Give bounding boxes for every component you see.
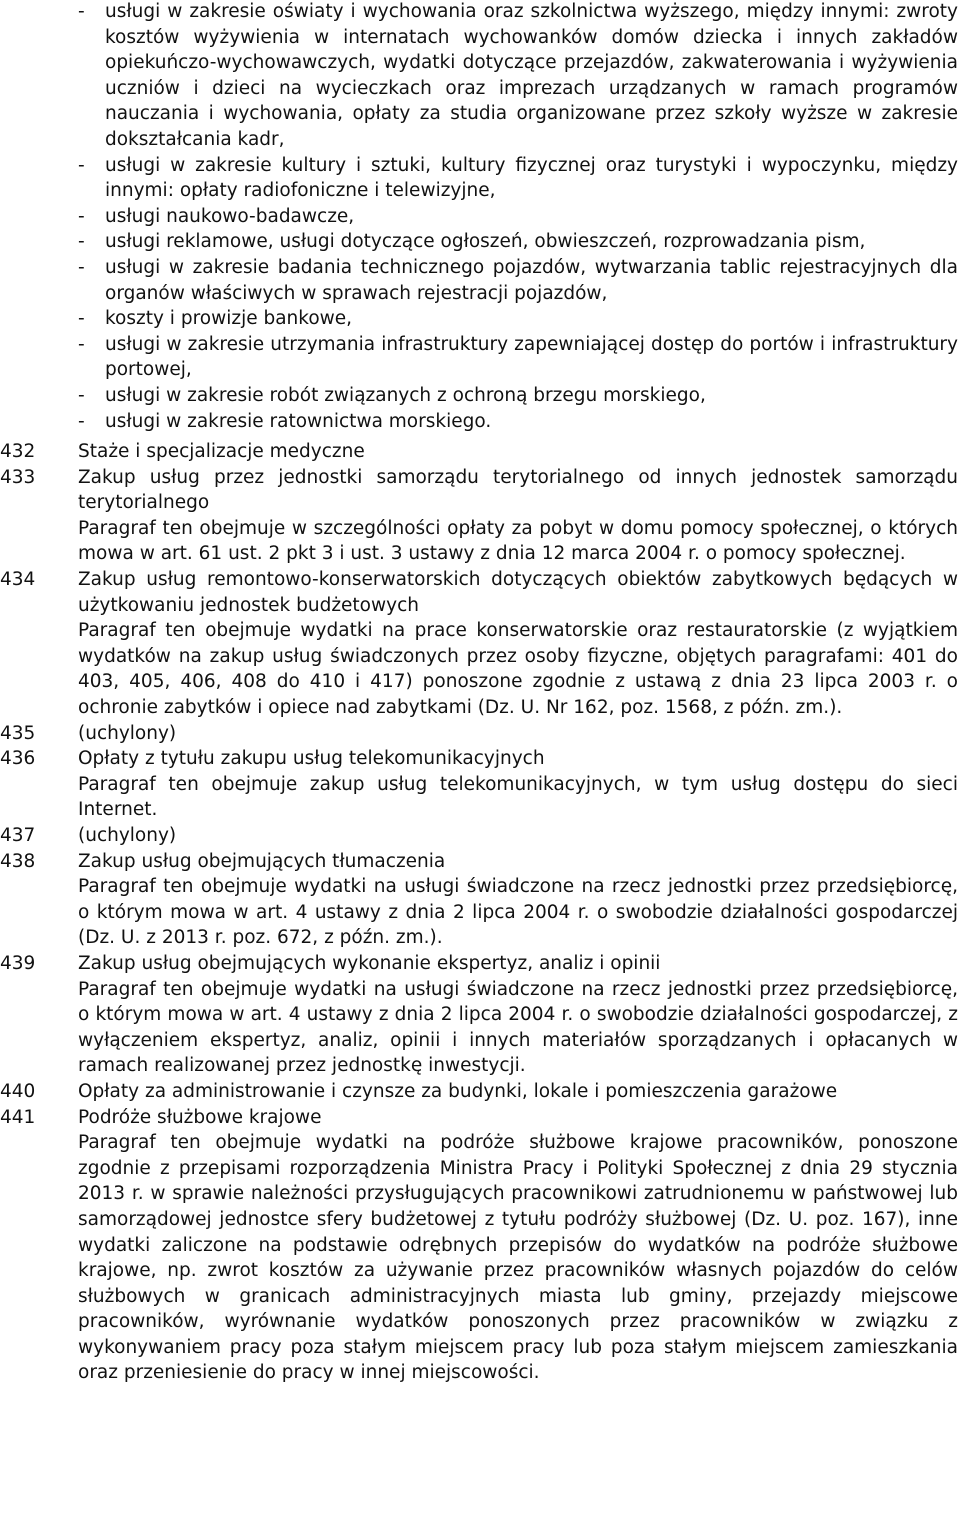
list-item-text: koszty i prowizje bankowe, — [105, 308, 353, 330]
paragraph-entry-435 — [0, 721, 960, 747]
paragraph-entry-439 — [0, 951, 960, 1079]
paragraph-entry-437 — [0, 823, 960, 849]
paragraph-number: 435 — [0, 722, 36, 744]
list-item — [0, 153, 960, 204]
list-item-text: usługi w zakresie utrzymania infrastruktury zapewniającej dostęp do portów i infrastruktury portowej, — [105, 333, 958, 381]
list-item — [0, 0, 960, 153]
bullet-dash: - — [78, 1, 85, 22]
list-item — [0, 204, 960, 230]
paragraph-number: 441 — [0, 1106, 36, 1128]
paragraph-number: 439 — [0, 952, 36, 974]
list-item-text: usługi w zakresie ratownictwa morskiego. — [105, 410, 492, 432]
paragraph-entry-438 — [0, 849, 960, 951]
bullet-dash: - — [78, 205, 85, 227]
list-item — [0, 229, 960, 255]
paragraph-title: Zakup usług przez jednostki samorządu terytorialnego od innych jednostek samorządu terytorialnego — [78, 466, 958, 514]
list-item-text: usługi reklamowe, usługi dotyczące ogłoszeń, obwieszczeń, rozprowadzania pism, — [105, 231, 866, 253]
paragraph-description: Paragraf ten obejmuje wydatki na podróże służbowe krajowe pracowników, ponoszone zgodnie z przepisami rozporządzenia Ministra Pracy i Polityki Społecznej z dnia 29 stycznia 2013 r. w sprawie należności przysługujących pracownikowi zatrudnionemu w państwowej lub samorządowej jednostce sfery budżetowej z tytułu podróży służbowej (Dz. U. poz. 167), inne wydatki zaliczone na podstawie odrębnych przepisów do wydatków na podróże służbowe krajowe, np. zwrot kosztów za używanie przez pracowników własnych pojazdów do celów służbowych w granicach administracyjnych miasta lub gminy, przejazdy miejscowe pracowników, wyrównanie wydatków ponoszonych przez pracowników w związku z wykonywaniem pracy poza stałym miejscem pracy lub poza stałym miejscem zamieszkania oraz przeniesienie do pracy w innej miejscowości. — [78, 1132, 958, 1384]
paragraph-title: (uchylony) — [78, 825, 177, 846]
bullet-dash: - — [78, 308, 85, 330]
list-item-text: usługi naukowo-badawcze, — [105, 205, 355, 227]
paragraph-entry-434 — [0, 567, 960, 721]
paragraph-title: Zakup usług remontowo-konserwatorskich dotyczących obiektów zabytkowych będących w użytkowaniu jednostek budżetowych — [78, 569, 958, 616]
paragraph-description: Paragraf ten obejmuje w szczególności opłaty za pobyt w domu pomocy społecznej, o których mowa w art. 61 ust. 2 pkt 3 i ust. 3 ustawy z dnia 12 marca 2004 r. o pomocy społecznej. — [78, 517, 958, 565]
services-bullet-list — [0, 0, 960, 434]
list-item-text: usługi w zakresie robót związanych z ochroną brzegu morskiego, — [105, 384, 706, 406]
bullet-dash: - — [78, 333, 85, 355]
paragraph-number: 437 — [0, 825, 36, 846]
paragraph-number: 436 — [0, 748, 36, 770]
bullet-dash: - — [78, 231, 85, 253]
paragraph-number: 432 — [0, 441, 36, 463]
bullet-dash: - — [78, 256, 85, 278]
paragraph-entry-436 — [0, 746, 960, 823]
list-item — [0, 409, 960, 435]
paragraph-title: Zakup usług obejmujących wykonanie ekspertyz, analiz i opinii — [78, 952, 661, 974]
paragraph-number: 433 — [0, 466, 36, 488]
paragraph-title: Podróże służbowe krajowe — [78, 1106, 322, 1128]
paragraph-number: 434 — [0, 569, 36, 591]
paragraph-number: 438 — [0, 850, 36, 872]
list-item-text: usługi w zakresie kultury i sztuki, kultury fizycznej oraz turystyki i wypoczynku, między innymi: opłaty radiofoniczne i telewizyjne, — [105, 154, 958, 202]
paragraph-entry-440 — [0, 1079, 960, 1105]
paragraph-title: Zakup usług obejmujących tłumaczenia — [78, 850, 446, 872]
paragraph-description: Paragraf ten obejmuje wydatki na usługi świadczone na rzecz jednostki przez przedsiębiorcę, o którym mowa w art. 4 ustawy z dnia 2 lipca 2004 r. o swobodzie działalności gospodarczej (Dz. U. z 2013 r. poz. 672, z późn. zm.). — [78, 876, 958, 949]
paragraph-entry-441 — [0, 1105, 960, 1387]
list-item — [0, 255, 960, 306]
paragraph-entry-433 — [0, 465, 960, 567]
list-item-text: usługi w zakresie oświaty i wychowania oraz szkolnictwa wyższego, między innymi: zwroty kosztów wyżywienia w internatach wychowanków domów dziecka i innych zakładów opiekuńczo-wychowawczych, wydatki dotyczące przejazdów, zakwaterowania i wyżywienia uczniów i dzieci na wycieczkach oraz imprezach urządzanych w ramach programów nauczania i wychowania, opłaty za studia organizowane przez szkoły wyższe w zakresie dokształcania kadr, — [105, 1, 958, 150]
paragraph-entry-432 — [0, 439, 960, 465]
paragraph-title: Opłaty za administrowanie i czynsze za budynki, lokale i pomieszczenia garażowe — [78, 1080, 838, 1102]
bullet-dash: - — [78, 384, 85, 406]
paragraph-description: Paragraf ten obejmuje wydatki na usługi świadczone na rzecz jednostki przez przedsiębiorcę, o którym mowa w art. 4 ustawy z dnia 2 lipca 2004 r. o swobodzie działalności gospodarczej, z wyłączeniem ekspertyz, analiz, opinii i innych materiałów sporządzanych i opłacanych w ramach realizowanej przez jednostkę inwestycji. — [78, 978, 958, 1077]
list-item — [0, 383, 960, 409]
paragraph-title: Staże i specjalizacje medyczne — [78, 441, 365, 463]
paragraph-title: Opłaty z tytułu zakupu usług telekomunikacyjnych — [78, 748, 545, 770]
bullet-dash: - — [78, 154, 85, 176]
list-item-text: usługi w zakresie badania technicznego pojazdów, wytwarzania tablic rejestracyjnych dla organów właściwych w sprawach rejestracji pojazdów, — [105, 256, 958, 304]
paragraph-number: 440 — [0, 1080, 36, 1102]
bullet-dash: - — [78, 410, 85, 432]
paragraph-description: Paragraf ten obejmuje wydatki na prace konserwatorskie oraz restauratorskie (z wyjątkiem wydatków na zakup usług świadczonych przez osoby fizyczne, objętych paragrafami: 401 do 403, 405, 406, 408 do 410 i 417) ponoszone zgodnie z ustawą z dnia 23 lipca 2003 r. o ochronie zabytków i opiece nad zabytkami (Dz. U. Nr 162, poz. 1568, z późn. zm.). — [78, 620, 958, 719]
paragraph-title: (uchylony) — [78, 722, 177, 744]
list-item — [0, 332, 960, 383]
paragraph-description: Paragraf ten obejmuje zakup usług telekomunikacyjnych, w tym usług dostępu do sieci Internet. — [78, 773, 958, 821]
list-item — [0, 306, 960, 332]
